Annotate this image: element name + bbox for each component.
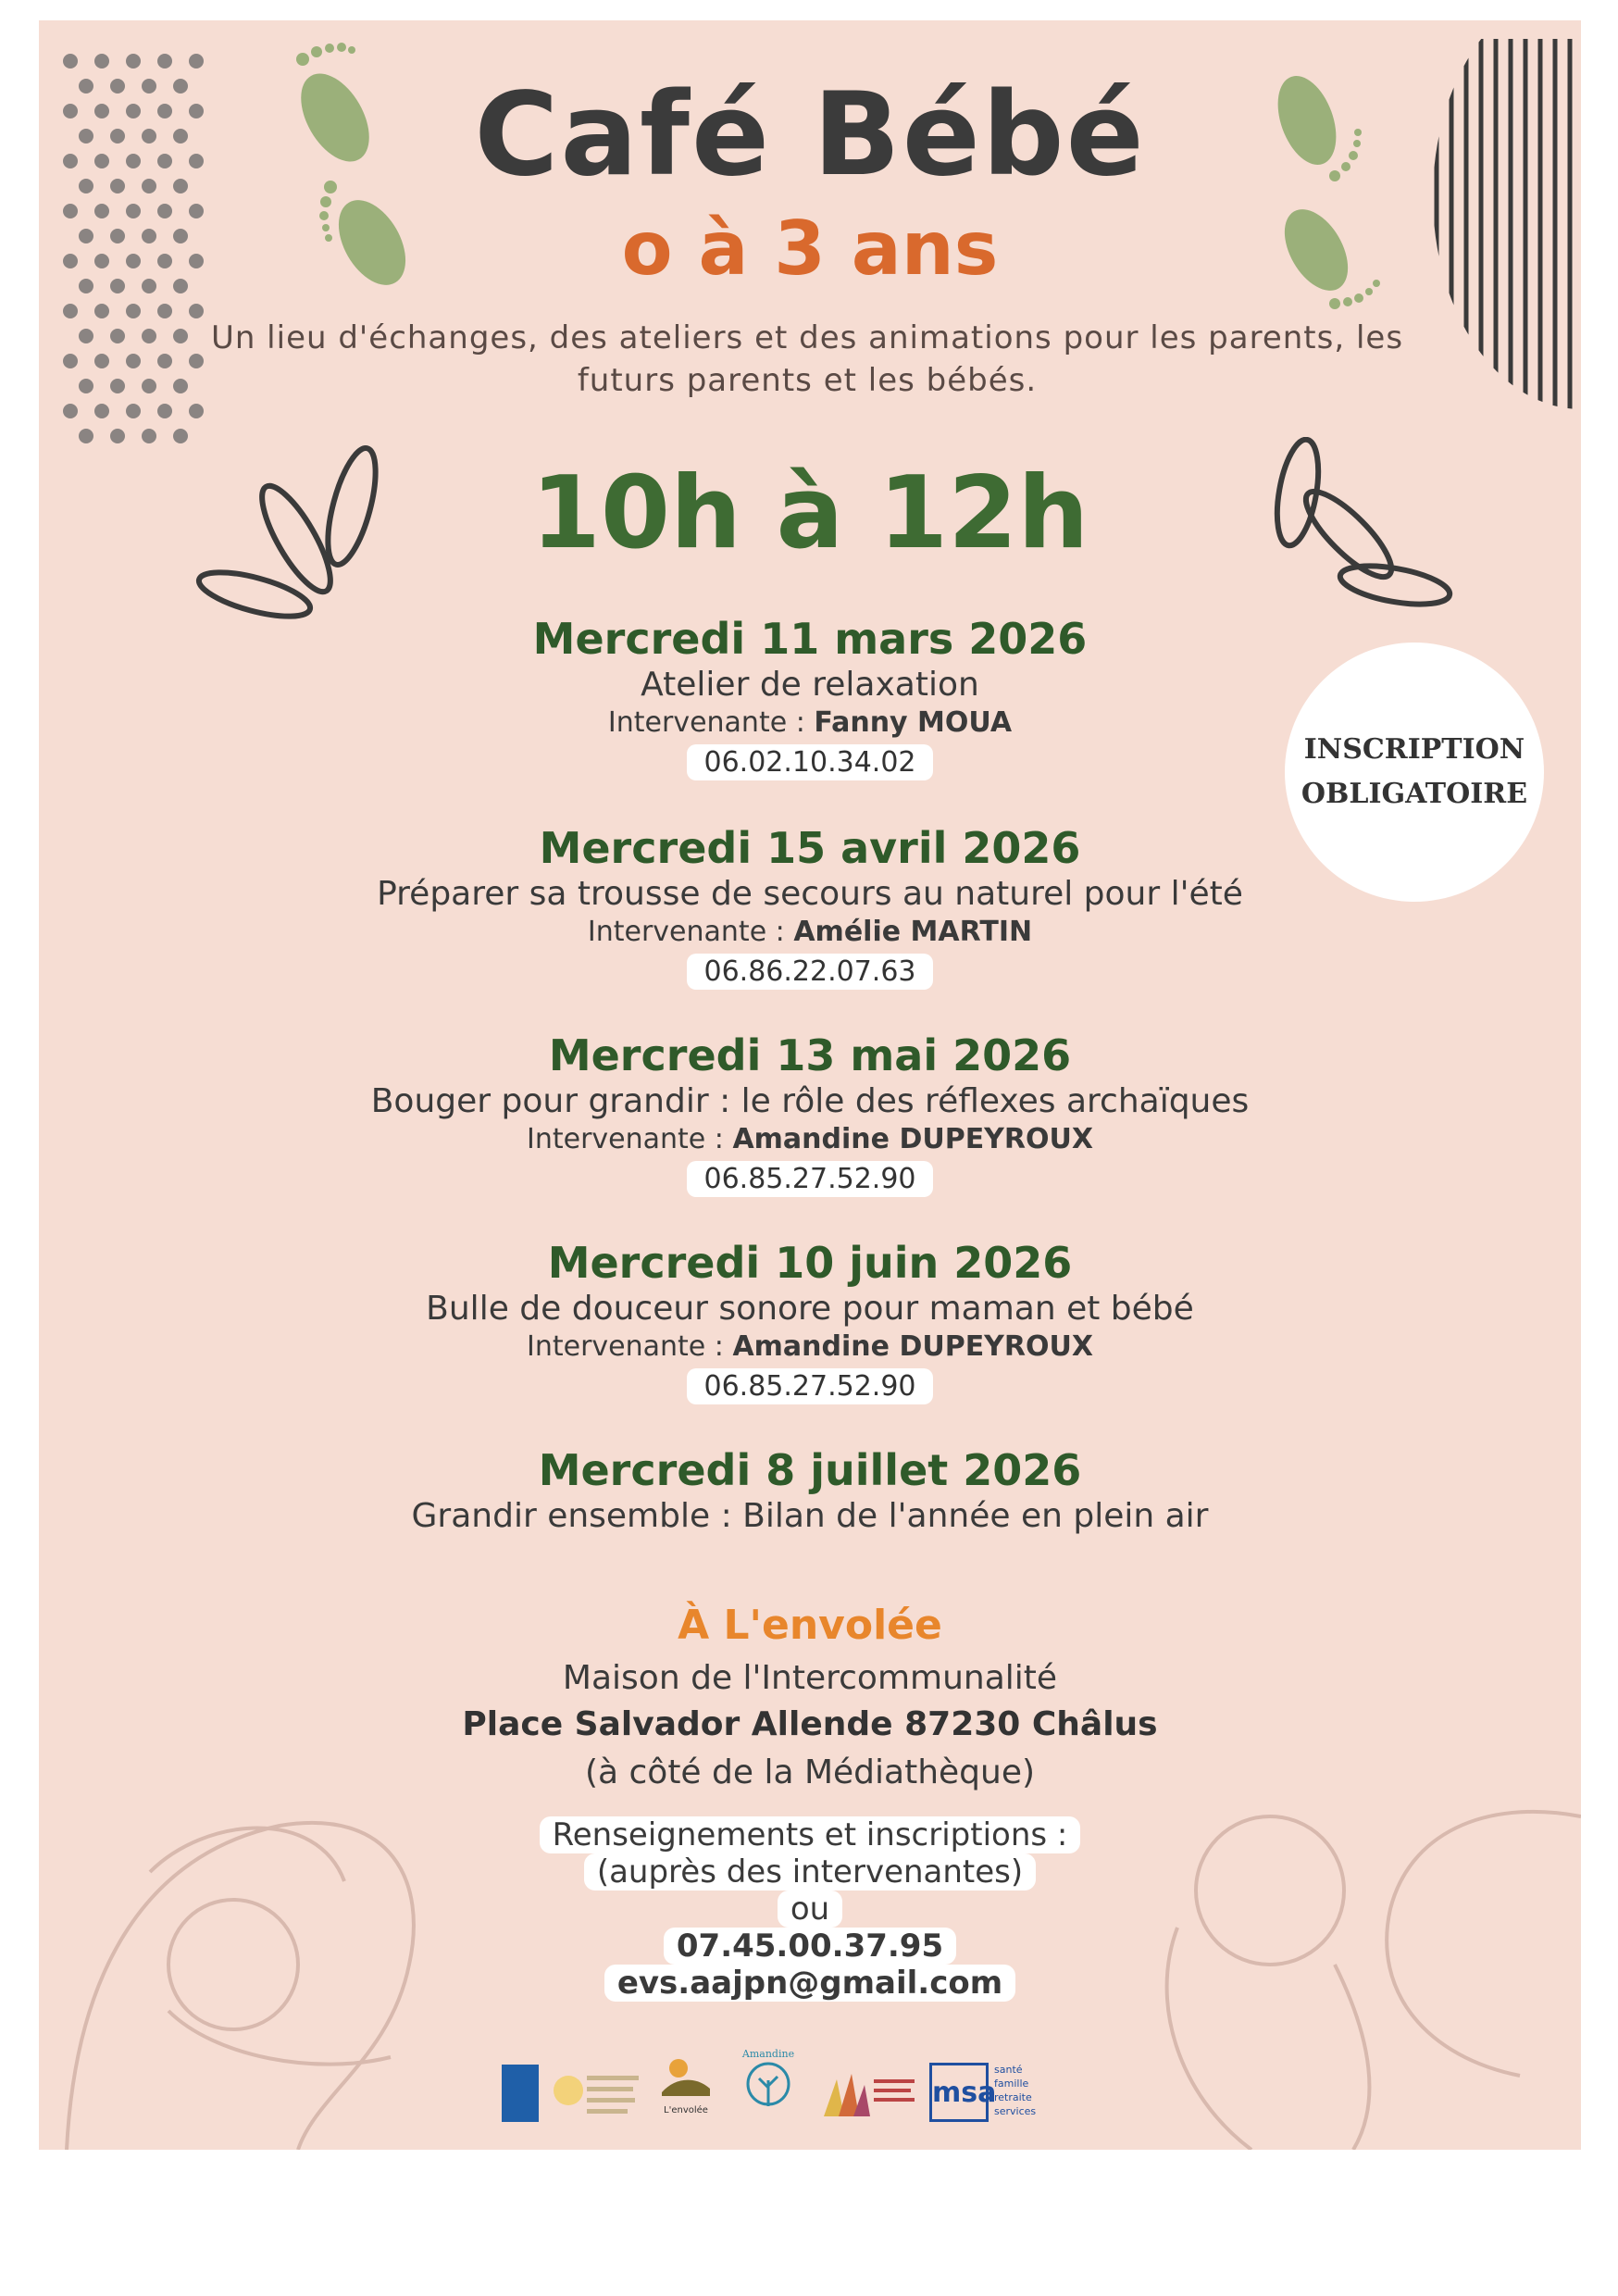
event-date: Mercredi 13 mai 2026 <box>548 1030 1072 1080</box>
dot <box>142 329 156 343</box>
dot <box>79 329 93 343</box>
event-phone: 06.02.10.34.02 <box>687 744 932 780</box>
contact-phone: 07.45.00.37.95 <box>664 1928 956 1965</box>
speaker-name: Amandine DUPEYROUX <box>732 1330 1093 1363</box>
msa-tagline-4: services <box>994 2105 1037 2117</box>
dot <box>94 54 109 69</box>
event-title: Grandir ensemble : Bilan de l'année en plein air <box>411 1497 1209 1535</box>
association-logo <box>550 2063 642 2128</box>
event-title: Bulle de douceur sonore pour maman et bébé <box>426 1290 1194 1328</box>
event-date: Mercredi 15 avril 2026 <box>539 823 1081 873</box>
event-speaker <box>39 705 1581 741</box>
badge-line-2: OBLIGATOIRE <box>1301 778 1528 810</box>
amandine-label: Amandine <box>741 2048 795 2060</box>
event-title: Bouger pour grandir : le rôle des réflexes archaïques <box>370 1082 1250 1120</box>
dot <box>94 354 109 368</box>
dot <box>126 404 141 418</box>
dot <box>157 354 172 368</box>
msa-logo: msa <box>929 2063 989 2122</box>
dot <box>189 354 204 368</box>
dot <box>63 354 78 368</box>
dot <box>142 379 156 393</box>
event-date: Mercredi 11 mars 2026 <box>532 614 1088 664</box>
speaker-label: Intervenante : <box>527 1330 724 1363</box>
intro-text: Un lieu d'échanges, des ateliers et des animations pour les parents, les futurs parents et les bébés. <box>210 319 1404 399</box>
flyer <box>39 20 1581 2150</box>
contact-line-1: Renseignements et inscriptions : <box>540 1816 1081 1853</box>
dot <box>110 429 125 443</box>
msa-tagline-1: santé <box>994 2064 1023 2076</box>
speaker-name: Fanny MOUA <box>814 706 1013 739</box>
contact-email: evs.aajpn@gmail.com <box>604 1965 1015 2002</box>
dot <box>189 54 204 69</box>
event-phone: 06.85.27.52.90 <box>687 1368 932 1404</box>
dot <box>157 304 172 318</box>
dot <box>63 404 78 418</box>
dot <box>157 54 172 69</box>
event-speaker <box>39 1329 1581 1365</box>
dot <box>110 329 125 343</box>
contact-block <box>39 1816 1581 2002</box>
hours: 10h à 12h <box>530 455 1089 571</box>
pays-logo <box>818 2061 920 2126</box>
event-date: Mercredi 10 juin 2026 <box>547 1238 1073 1288</box>
department-logo <box>502 2065 539 2122</box>
partner-logos <box>502 2048 1131 2139</box>
amandine-logo <box>731 2048 805 2131</box>
dot <box>126 354 141 368</box>
event-item <box>39 1237 1581 1404</box>
venue-name: À L'envolée <box>678 1602 942 1649</box>
page-title: Café Bébé <box>474 69 1146 202</box>
envolee-logo <box>653 2055 718 2128</box>
dot <box>110 379 125 393</box>
venue-line-1: Maison de l'Intercommunalité <box>562 1659 1058 1697</box>
contact-line-2: (auprès des intervenantes) <box>584 1853 1036 1890</box>
dot <box>173 379 188 393</box>
dot <box>63 54 78 69</box>
event-speaker <box>39 1122 1581 1157</box>
badge-line-1: INSCRIPTION <box>1303 733 1525 766</box>
event-speaker <box>39 915 1581 950</box>
dot <box>63 304 78 318</box>
dot <box>79 429 93 443</box>
event-item <box>39 1029 1581 1197</box>
dot <box>94 404 109 418</box>
event-item <box>39 822 1581 990</box>
speaker-name: Amandine DUPEYROUX <box>732 1123 1093 1155</box>
age-range: o à 3 ans <box>621 206 999 292</box>
dot <box>126 54 141 69</box>
event-phone: 06.86.22.07.63 <box>687 954 932 990</box>
speaker-label: Intervenante : <box>607 706 805 739</box>
event-phone: 06.85.27.52.90 <box>687 1161 932 1197</box>
event-title: Atelier de relaxation <box>641 666 979 704</box>
event-item <box>39 613 1581 780</box>
envolee-mark <box>658 2055 714 2102</box>
dot <box>79 379 93 393</box>
dot <box>126 304 141 318</box>
event-title: Préparer sa trousse de secours au naturel pour l'été <box>377 875 1243 913</box>
event-item <box>39 1444 1581 1537</box>
msa-tagline <box>994 2063 1036 2118</box>
envolee-label: L'envolée <box>664 2105 708 2115</box>
dot <box>189 304 204 318</box>
speaker-label: Intervenante : <box>587 916 785 948</box>
dot <box>94 304 109 318</box>
speaker-label: Intervenante : <box>527 1123 724 1155</box>
dot <box>142 429 156 443</box>
dot <box>189 404 204 418</box>
contact-or: ou <box>778 1890 842 1928</box>
venue-address: Place Salvador Allende 87230 Châlus <box>462 1705 1158 1743</box>
msa-tagline-2: famille <box>994 2078 1029 2090</box>
tree-icon <box>741 2060 796 2117</box>
msa-tagline-3: retraite <box>994 2091 1032 2103</box>
speaker-name: Amélie MARTIN <box>793 916 1033 948</box>
dot <box>157 404 172 418</box>
venue-note: (à côté de la Médiathèque) <box>584 1753 1036 1791</box>
event-date: Mercredi 8 juillet 2026 <box>538 1445 1082 1495</box>
dot <box>173 329 188 343</box>
